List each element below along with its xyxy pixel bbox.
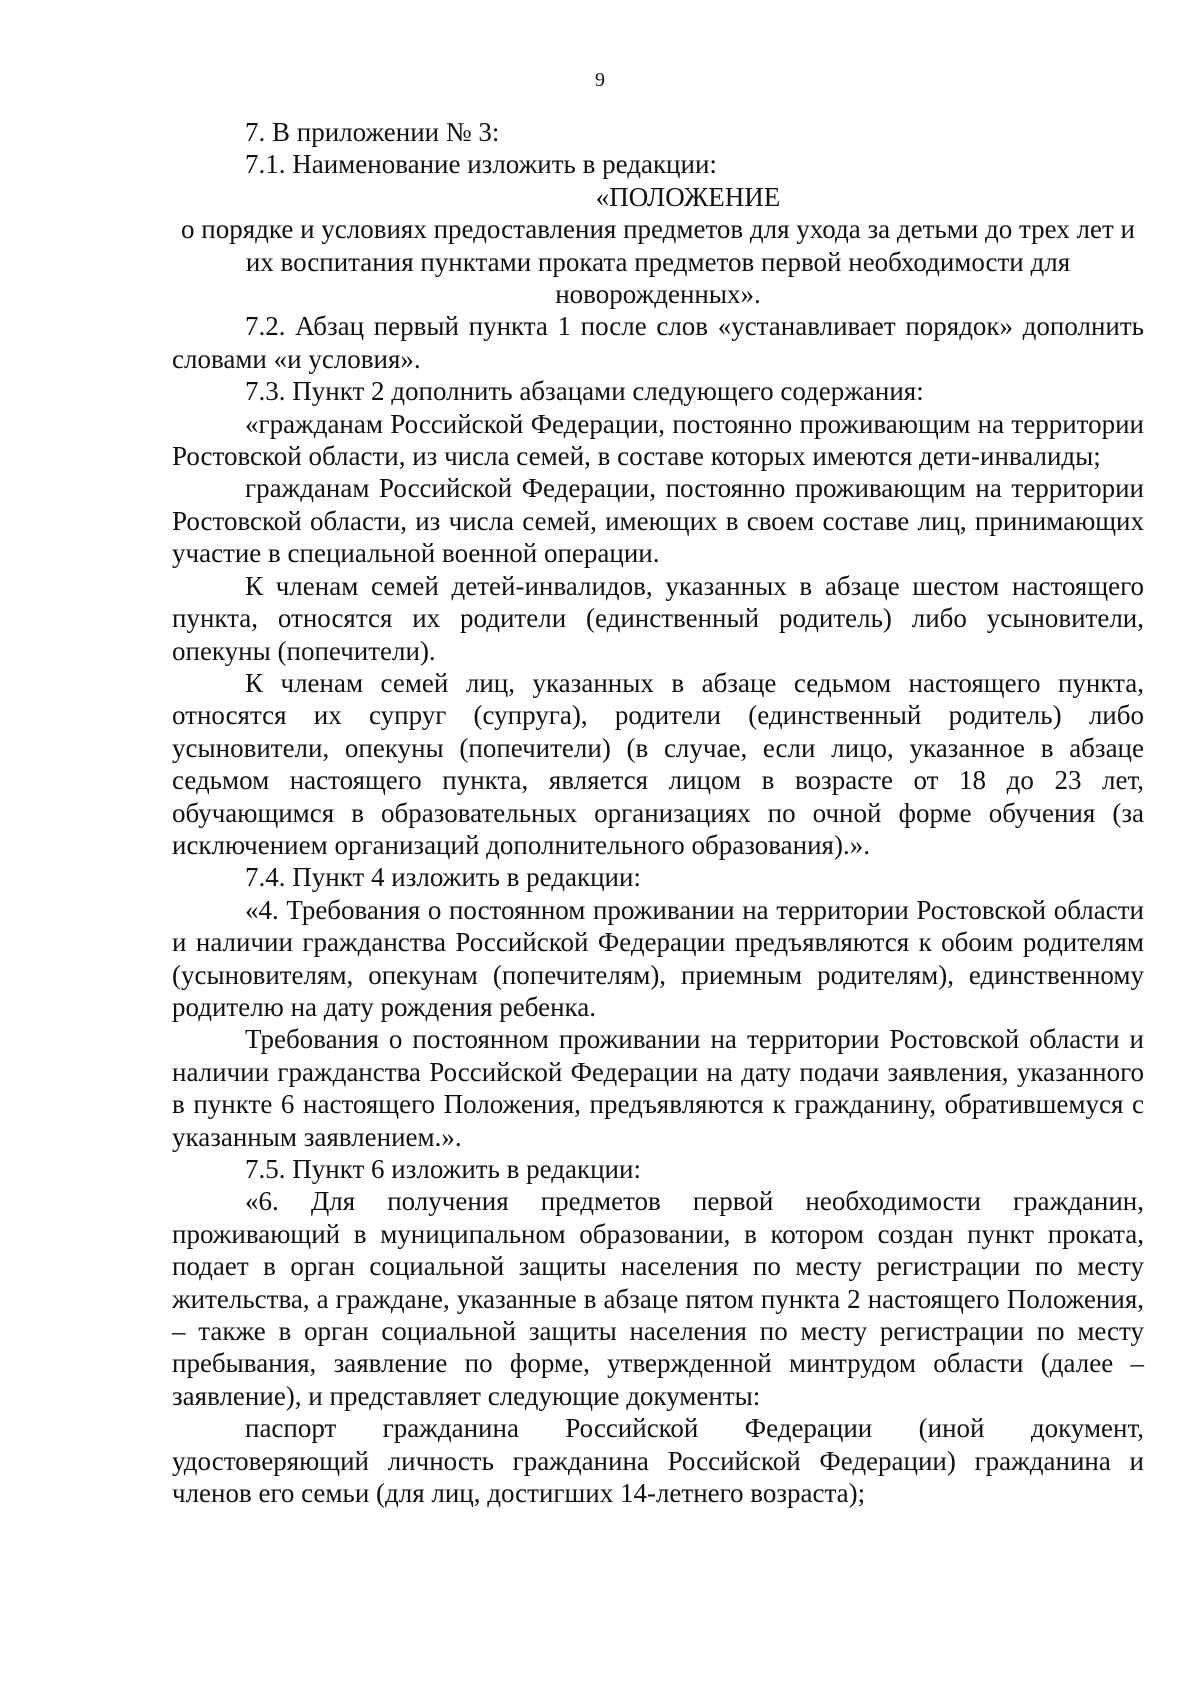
amendment-paragraph: «гражданам Российской Федерации, постоянно проживающим на территории Ростовской области, из числа семей, в составе которых имеются дети-инвалиды; <box>172 408 1144 472</box>
regulation-title: «ПОЛОЖЕНИЕ <box>595 181 781 212</box>
amendment-paragraph: «6. Для получения предметов первой необходимости гражданин, проживающий в муниципальном образовании, в котором создан пункт проката, подает в орган социальной защиты населения по месту регистрации по месту жительства, а граждане, указанные в абзаце пятом пункта 2 настоящего Положения, – также в орган социальной защиты населения по месту регистрации по месту пребывания, заявление по форме, утвержденной минтрудом области (далее – заявление), и представляет следующие документы: <box>172 1186 1144 1411</box>
amendment-paragraph: К членам семей лиц, указанных в абзаце седьмом настоящего пункта, относятся их супруг (супруга), родители (единственный родитель) либо усыновители, опекуны (попечители) (в случае, если лицо, указанное в абзаце седьмом настоящего пункта, является лицом в возрасте от 18 до 23 лет, обучающимся в образовательных организациях по очной форме обучения (за исключением организаций дополнительного образования).». <box>172 667 1144 860</box>
paragraph-7-4: 7.4. Пункт 4 изложить в редакции: <box>245 862 641 893</box>
page-number: 9 <box>595 69 605 91</box>
amendment-paragraph: гражданам Российской Федерации, постоянно проживающим на территории Ростовской области, из числа семей, имеющих в своем составе лиц, принимающих участие в специальной военной операции. <box>172 473 1144 569</box>
amendment-paragraph: паспорт гражданина Российской Федерации (иной документ, удостоверяющий личность гражданина Российской Федерации) гражданина и членов его семьи (для лиц, достигших 14-летнего возраста); <box>172 1413 1144 1509</box>
amendment-paragraph: «4. Требования о постоянном проживании на территории Ростовской области и наличии гражданства Российской Федерации предъявляются к обоим родителям (усыновителям, опекунам (попечителям), приемным родителям), единственному родителю на дату рождения ребенка. <box>172 894 1144 1022</box>
amendment-paragraph: Требования о постоянном проживании на территории Ростовской области и наличии гражданства Российской Федерации на дату подачи заявления, указанного в пункте 6 настоящего Положения, предъявляются к гражданину, обратившемуся с указанным заявлением.». <box>172 1024 1144 1152</box>
paragraph-7-5: 7.5. Пункт 6 изложить в редакции: <box>245 1154 641 1184</box>
paragraph-7: 7. В приложении № 3: <box>245 117 500 147</box>
paragraph-7-3: 7.3. Пункт 2 дополнить абзацами следующего содержания: <box>245 376 924 407</box>
amendment-paragraph: К членам семей детей-инвалидов, указанных в абзаце шестом настоящего пункта, относятся их родители (единственный родитель) либо усыновители, опекуны (попечители). <box>172 570 1144 666</box>
regulation-subtitle: о порядке и условиях предоставления предметов для ухода за детьми до трех лет и их воспитания пунктами проката предметов первой необходимости для новорожденных». <box>181 214 1135 310</box>
paragraph-7-1: 7.1. Наименование изложить в редакции: <box>245 149 717 180</box>
document-body <box>172 116 1144 1509</box>
paragraph-7-2: 7.2. Абзац первый пункта 1 после слов «устанавливает порядок» дополнить словами «и условия». <box>172 311 1144 374</box>
